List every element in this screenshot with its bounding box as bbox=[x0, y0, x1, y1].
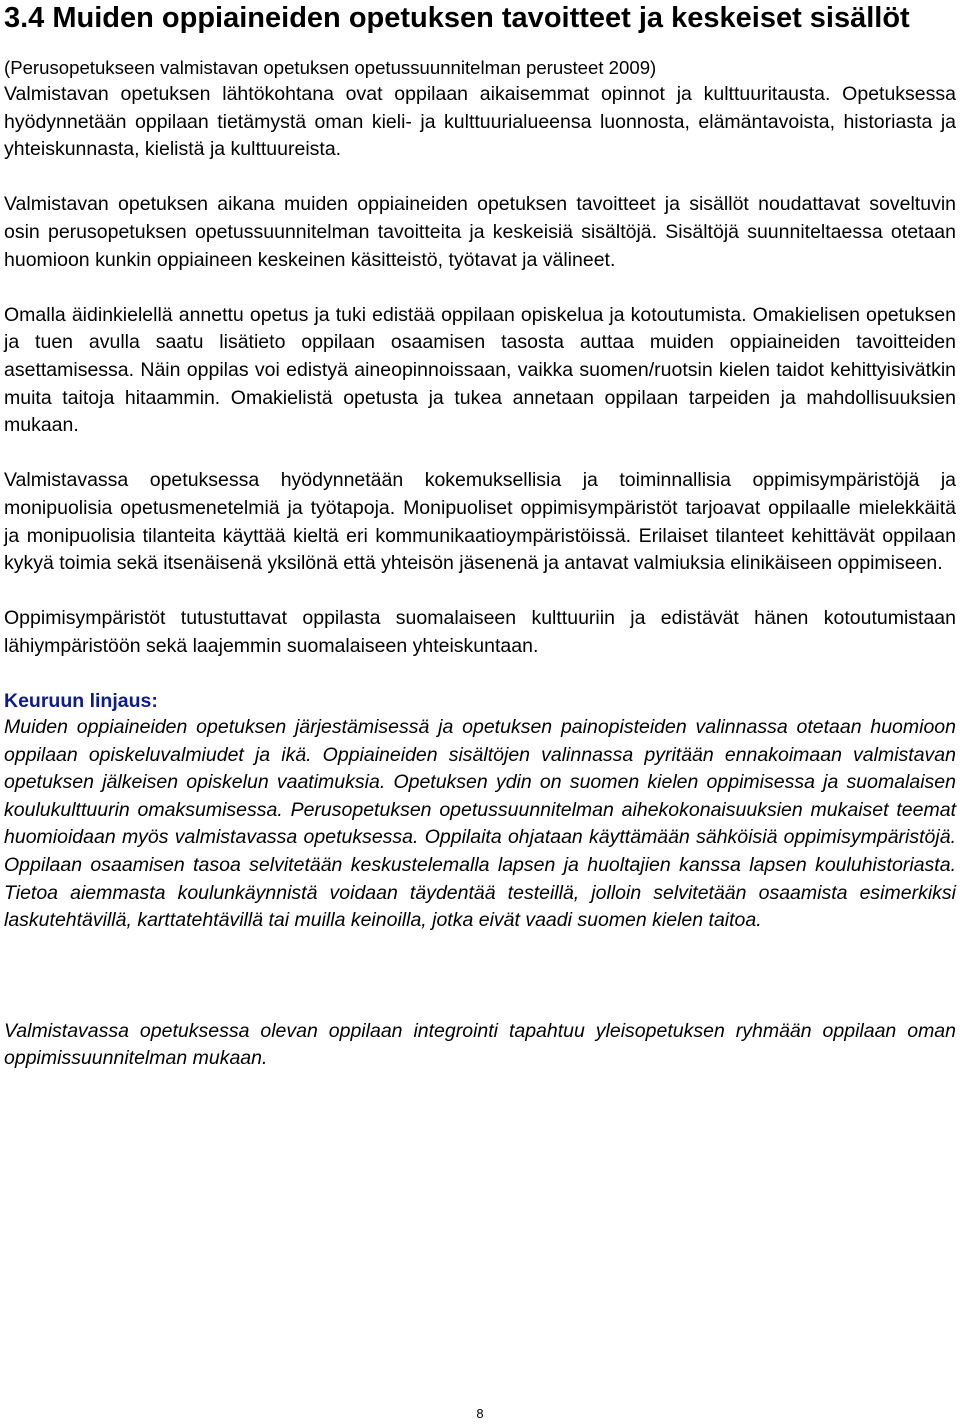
paragraph-integration-culture: Oppimisympäristöt tutustuttavat oppilasta suomalaiseen kulttuuriin ja edistävät hänen kotoutumistaan lähiympäristöön sekä laajemmin suomalaiseen yhteiskuntaan. bbox=[4, 607, 956, 657]
page-number: 8 bbox=[476, 1406, 484, 1421]
paragraph-goals: Valmistavan opetuksen aikana muiden oppiaineiden opetuksen tavoitteet ja sisällöt noudattavat soveltuvin osin perusopetuksen opetussuunnitelman tavoitteita ja keskeisiä sisältöjä. Sisältöjä suunniteltaessa otetaan huomioon kunkin oppiaineen keskeinen käsitteistö, työtavat ja välineet. bbox=[4, 193, 956, 271]
policy-text: Muiden oppiaineiden opetuksen järjestämisessä ja opetuksen painopisteiden valinnassa otetaan huomioon oppilaan opiskeluvalmiudet ja ikä. Oppiaineiden sisältöjen valinnassa pyritään ennakoimaan valmistavan opetuksen jälkeisen opiskelun vaatimuksia. Opetuksen ydin on suomen kielen oppimisessa ja suomalaisen koulukulttuurin omaksumisessa. Perusopetuksen opetussuunnitelman aihekokonaisuuksien mukaiset teemat huomioidaan myös valmistavassa opetuksessa. Oppilaita ohjataan käyttämään sähköisiä oppimisympäristöjä. Oppilaan osaamisen tasoa selvitetään keskustelemalla lapsen ja huoltajien kanssa lapsen kouluhistoriasta. Tietoa aiemmasta koulunkäynnistä voidaan täydentää testeillä, jolloin selvitetään osaamista esimerkiksi laskutehtävillä, karttatehtävillä tai muilla keinoilla, jotka eivät vaadi suomen kielen taitoa. bbox=[4, 716, 956, 932]
integration-note: Valmistavassa opetuksessa olevan oppilaan integrointi tapahtuu yleisopetuksen ryhmään oppilaan oman oppimissuunnitelman mukaan. bbox=[4, 1019, 956, 1070]
document-page bbox=[4, 0, 956, 1073]
paragraph-background: Valmistavan opetuksen lähtökohtana ovat oppilaan aikaisemmat opinnot ja kulttuuritausta. Opetuksessa hyödynnetään oppilaan tietämystä oman kieli- ja kulttuurialueensa luonnosta, elämäntavoista, historiasta ja yhteiskunnasta, kielistä ja kulttuureista. bbox=[4, 83, 956, 161]
source-note: (Perusopetukseen valmistavan opetuksen opetussuunnitelman perusteet 2009) bbox=[4, 57, 657, 78]
policy-heading: Keuruun linjaus: bbox=[4, 690, 158, 713]
section-heading: 3.4 Muiden oppiaineiden opetuksen tavoitteet ja keskeiset sisällöt bbox=[4, 2, 910, 34]
paragraph-mother-tongue: Omalla äidinkielellä annettu opetus ja tuki edistää oppilaan opiskelua ja kotoutumista. Omakielisen opetuksen ja tuen avulla saatu lisätieto oppilaan osaamisen tasosta auttaa muiden oppiaineiden tavoitteiden asettamisessa. Näin oppilas voi edistyä aineopinnoissaan, vaikka suomen/ruotsin kielen taidot kehittyisivätkin muita taitoja hitaammin. Omakielistä opetusta ja tukea annetaan oppilaan tarpeiden ja mahdollisuuksien mukaan. bbox=[4, 303, 956, 437]
paragraph-learning-environments: Valmistavassa opetuksessa hyödynnetään kokemuksellisia ja toiminnallisia oppimisympäristöjä ja monipuolisia opetusmenetelmiä ja työtapoja. Monipuoliset oppimisympäristöt tarjoavat oppilaalle mielekkäitä ja monipuolisia tilanteita käyttää kieltä eri kommunikaatioympäristöissä. Erilaiset tilanteet kehittävät oppilaan kykyä toimia sekä itsenäisenä yksilönä että yhteisön jäsenenä ja antavat valmiuksia elinikäiseen oppimiseen. bbox=[4, 469, 956, 575]
